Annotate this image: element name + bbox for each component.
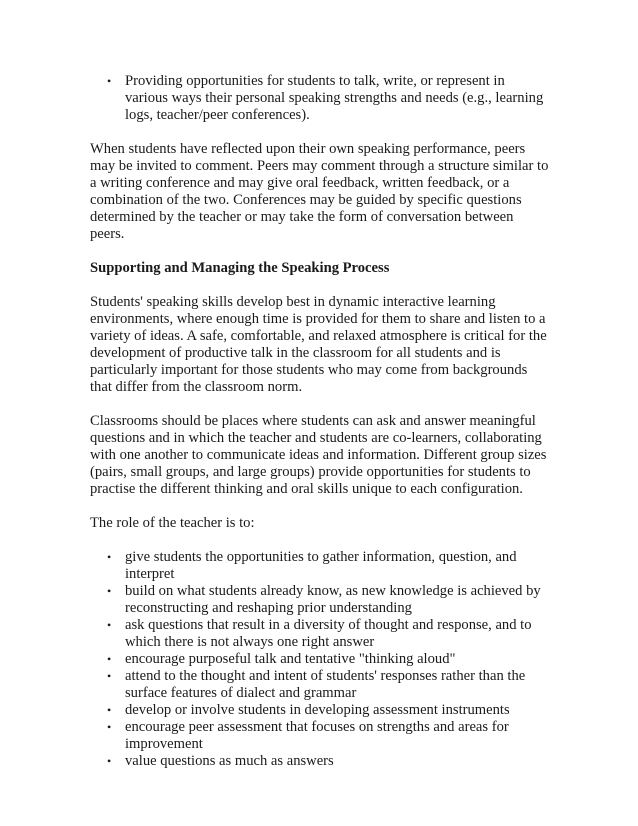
bullet-icon: • [107,652,112,666]
list-item-text: ask questions that result in a diversity of thought and response, and to which there is not always one right answer [125,617,532,650]
bullet-icon: • [107,618,112,632]
list-item [90,549,550,583]
list-item [90,583,550,617]
list-item-text: encourage peer assessment that focuses on strengths and areas for improvement [125,719,509,752]
list-item-text: value questions as much as answers [125,753,334,769]
bullet-icon: • [107,754,112,768]
bullet-icon: • [107,550,112,564]
list-item-text: Providing opportunities for students to talk, write, or represent in various ways their personal speaking strengths and needs (e.g., learning logs, teacher/peer conferences). [125,73,544,123]
top-bullet-list [90,73,550,124]
bullet-icon: • [107,584,112,598]
document-body [90,73,550,770]
list-item-text: develop or involve students in developing assessment instruments [125,702,510,718]
list-item [90,668,550,702]
list-item-text: give students the opportunities to gather information, question, and interpret [125,549,517,582]
paragraph-classrooms: Classrooms should be places where students can ask and answer meaningful questions and in which the teacher and students are co-learners, collaborating with one another to communicate ideas and information. Different group sizes (pairs, small groups, and large groups) provide opportunities for students to practise the different thinking and oral skills unique to each configuration. [90,413,547,497]
bullet-icon: • [107,669,112,683]
paragraph-peer-comment: When students have reflected upon their own speaking performance, peers may be invited to comment. Peers may comment through a structure similar to a writing conference and may give oral feedback, written feedback, or a combination of the two. Conferences may be guided by specific questions determined by the teacher or may take the form of conversation between peers. [90,141,549,242]
list-item-text: attend to the thought and intent of students' responses rather than the surface features of dialect and grammar [125,668,526,701]
list-item [90,617,550,651]
teacher-role-list [90,549,550,770]
list-item [90,719,550,753]
list-item-text: encourage purposeful talk and tentative "thinking aloud" [125,651,456,667]
bullet-icon: • [107,720,112,734]
bullet-icon: • [107,74,112,88]
section-heading: Supporting and Managing the Speaking Process [90,260,390,276]
list-item [90,753,550,770]
list-item [90,73,550,124]
paragraph-speaking-skills: Students' speaking skills develop best in dynamic interactive learning environments, where enough time is provided for them to share and listen to a variety of ideas. A safe, comfortable, and relaxed atmosphere is critical for the development of productive talk in the classroom for all students and is particularly important for those students who may come from backgrounds that differ from the classroom norm. [90,294,547,395]
list-item [90,651,550,668]
bullet-icon: • [107,703,112,717]
list-item [90,702,550,719]
paragraph-teacher-role-intro: The role of the teacher is to: [90,515,255,531]
list-item-text: build on what students already know, as new knowledge is achieved by reconstructing and reshaping prior understanding [125,583,541,616]
